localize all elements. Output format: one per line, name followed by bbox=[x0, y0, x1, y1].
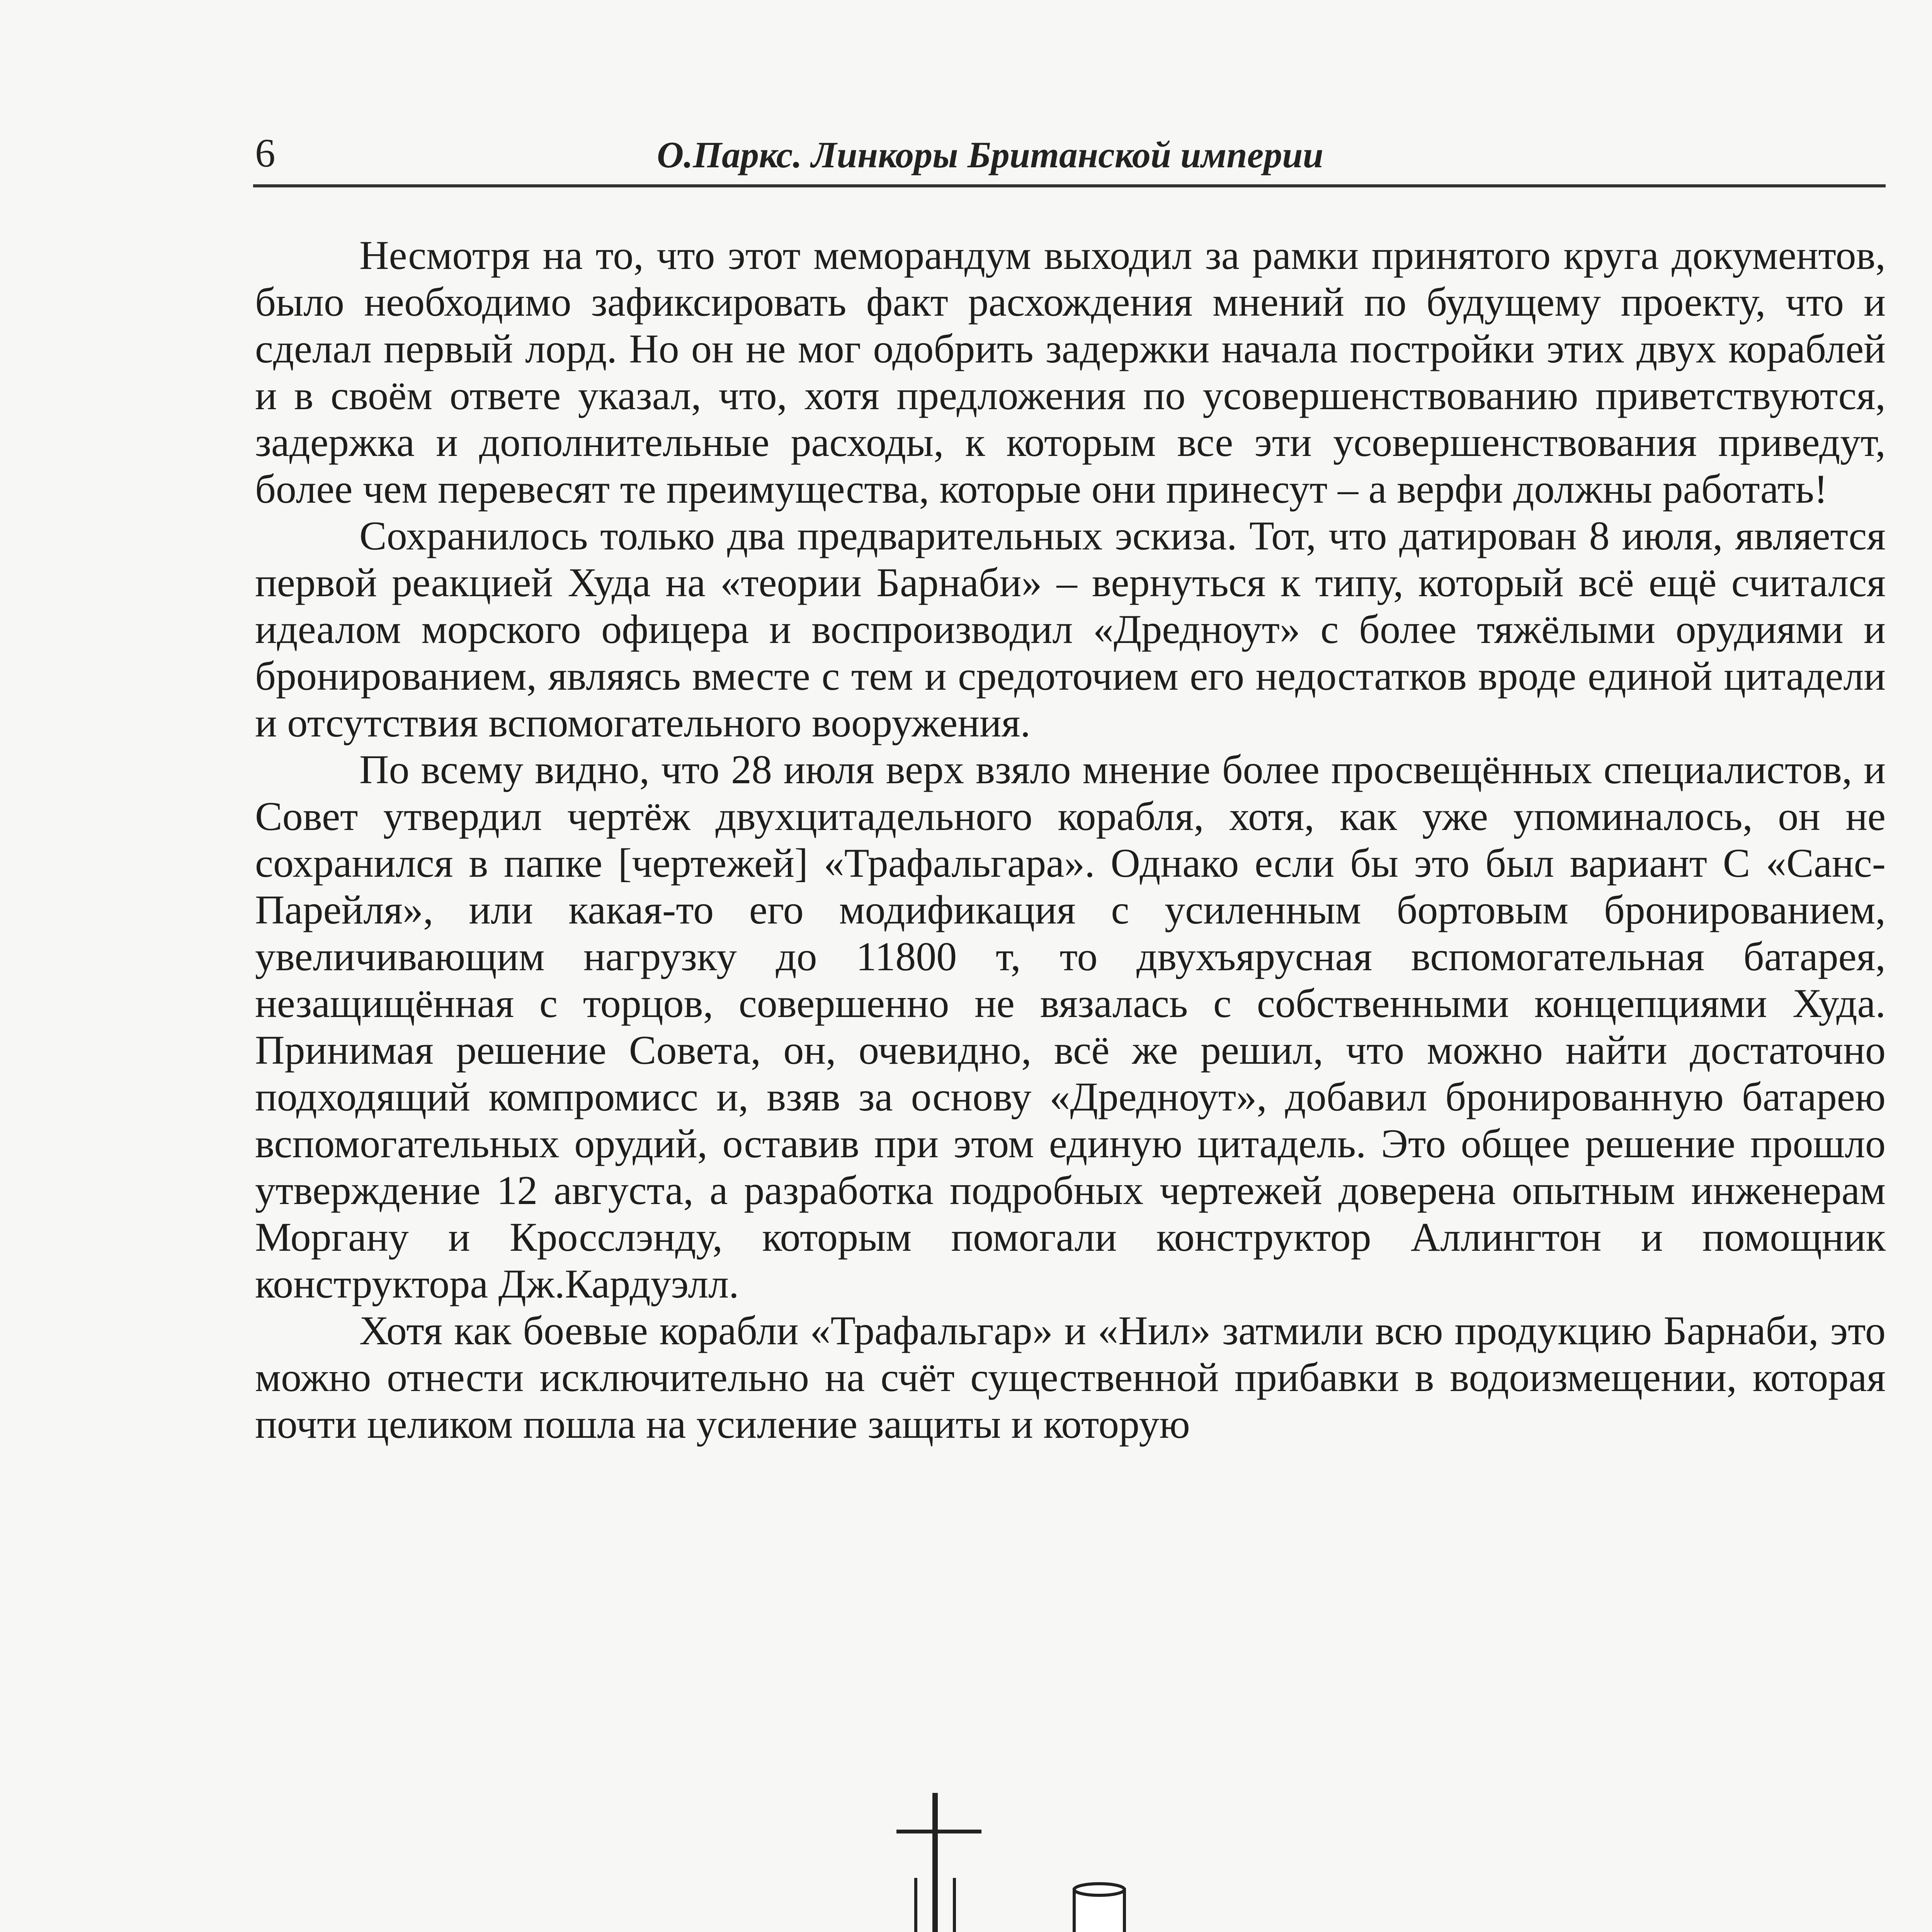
running-title: О.Паркс. Линкоры Британской империи bbox=[657, 134, 1324, 175]
body-text bbox=[255, 232, 1886, 1447]
paragraph: Сохранилось только два предварительных эскиза. Тот, что датирован 8 июля, является первой реакцией Худа на «теории Барнаби» – вернуться к типу, который всё ещё считался идеалом морского офицера и воспроизводил «Дредноут» с более тяжёлыми орудиями и бронированием, являясь вместе с тем и средоточием его недостатков вроде единой цитадели и отсутствия вспомогательного вооружения. bbox=[255, 513, 1886, 745]
paragraph: Хотя как боевые корабли «Трафальгар» и «Нил» затмили всю продукцию Барнаби, это можно отнести исключительно на счёт существенной прибавки в водоизмещении, которая почти целиком пошла на усиление защиты и которую bbox=[255, 1308, 1886, 1447]
page-number: 6 bbox=[255, 130, 276, 175]
side-profile bbox=[232, 1793, 1893, 1932]
paragraph: Несмотря на то, что этот меморандум выходил за рамки принятого круга документов, было необходимо зафиксировать факт расхождения мнений по будущему проекту, что и сделал первый лорд. Но он не мог одобрить задержки начала постройки этих двух кораблей и в своём ответе указал, что, хотя предложения по усовершенствованию приветствуются, задержка и дополнительные расходы, к которым все эти усовершенствования приведут, более чем перевесят те преимущества, которые они принесут – а верфи должны работать! bbox=[255, 233, 1886, 512]
header-rule bbox=[253, 184, 1886, 187]
paragraph: По всему видно, что 28 июля верх взяло мнение более просвещённых специалистов, и Совет утвердил чертёж двухцитадельного корабля, хотя, как уже упоминалось, он не сохранился в папке [чертежей] «Трафальгара». Однако если бы это был вариант С «Санс-Парейля», или какая-то его модификация с усиленным бортовым бронированием, увеличивающим нагрузку до 11800 т, то двухъярусная вспомогательная батарея, незащищённая с торцов, совершенно не вязалась с собственными концепциями Худа. Принимая решение Совета, он, очевидно, всё же решил, что можно найти достаточно подходящий компромисс и, взяв за основу «Дредноут», добавил бронированную батарею вспомогательных орудий, оставив при этом единую цитадель. Это общее решение прошло утверждение 12 августа, а разработка подробных чертежей доверена опытным инженерам Моргану и Кросслэнду, которым помогали конструктор Аллингтон и помощник конструктора Дж.Кардуэлл. bbox=[255, 747, 1886, 1306]
armour-scheme-figure bbox=[232, 1762, 1893, 1932]
